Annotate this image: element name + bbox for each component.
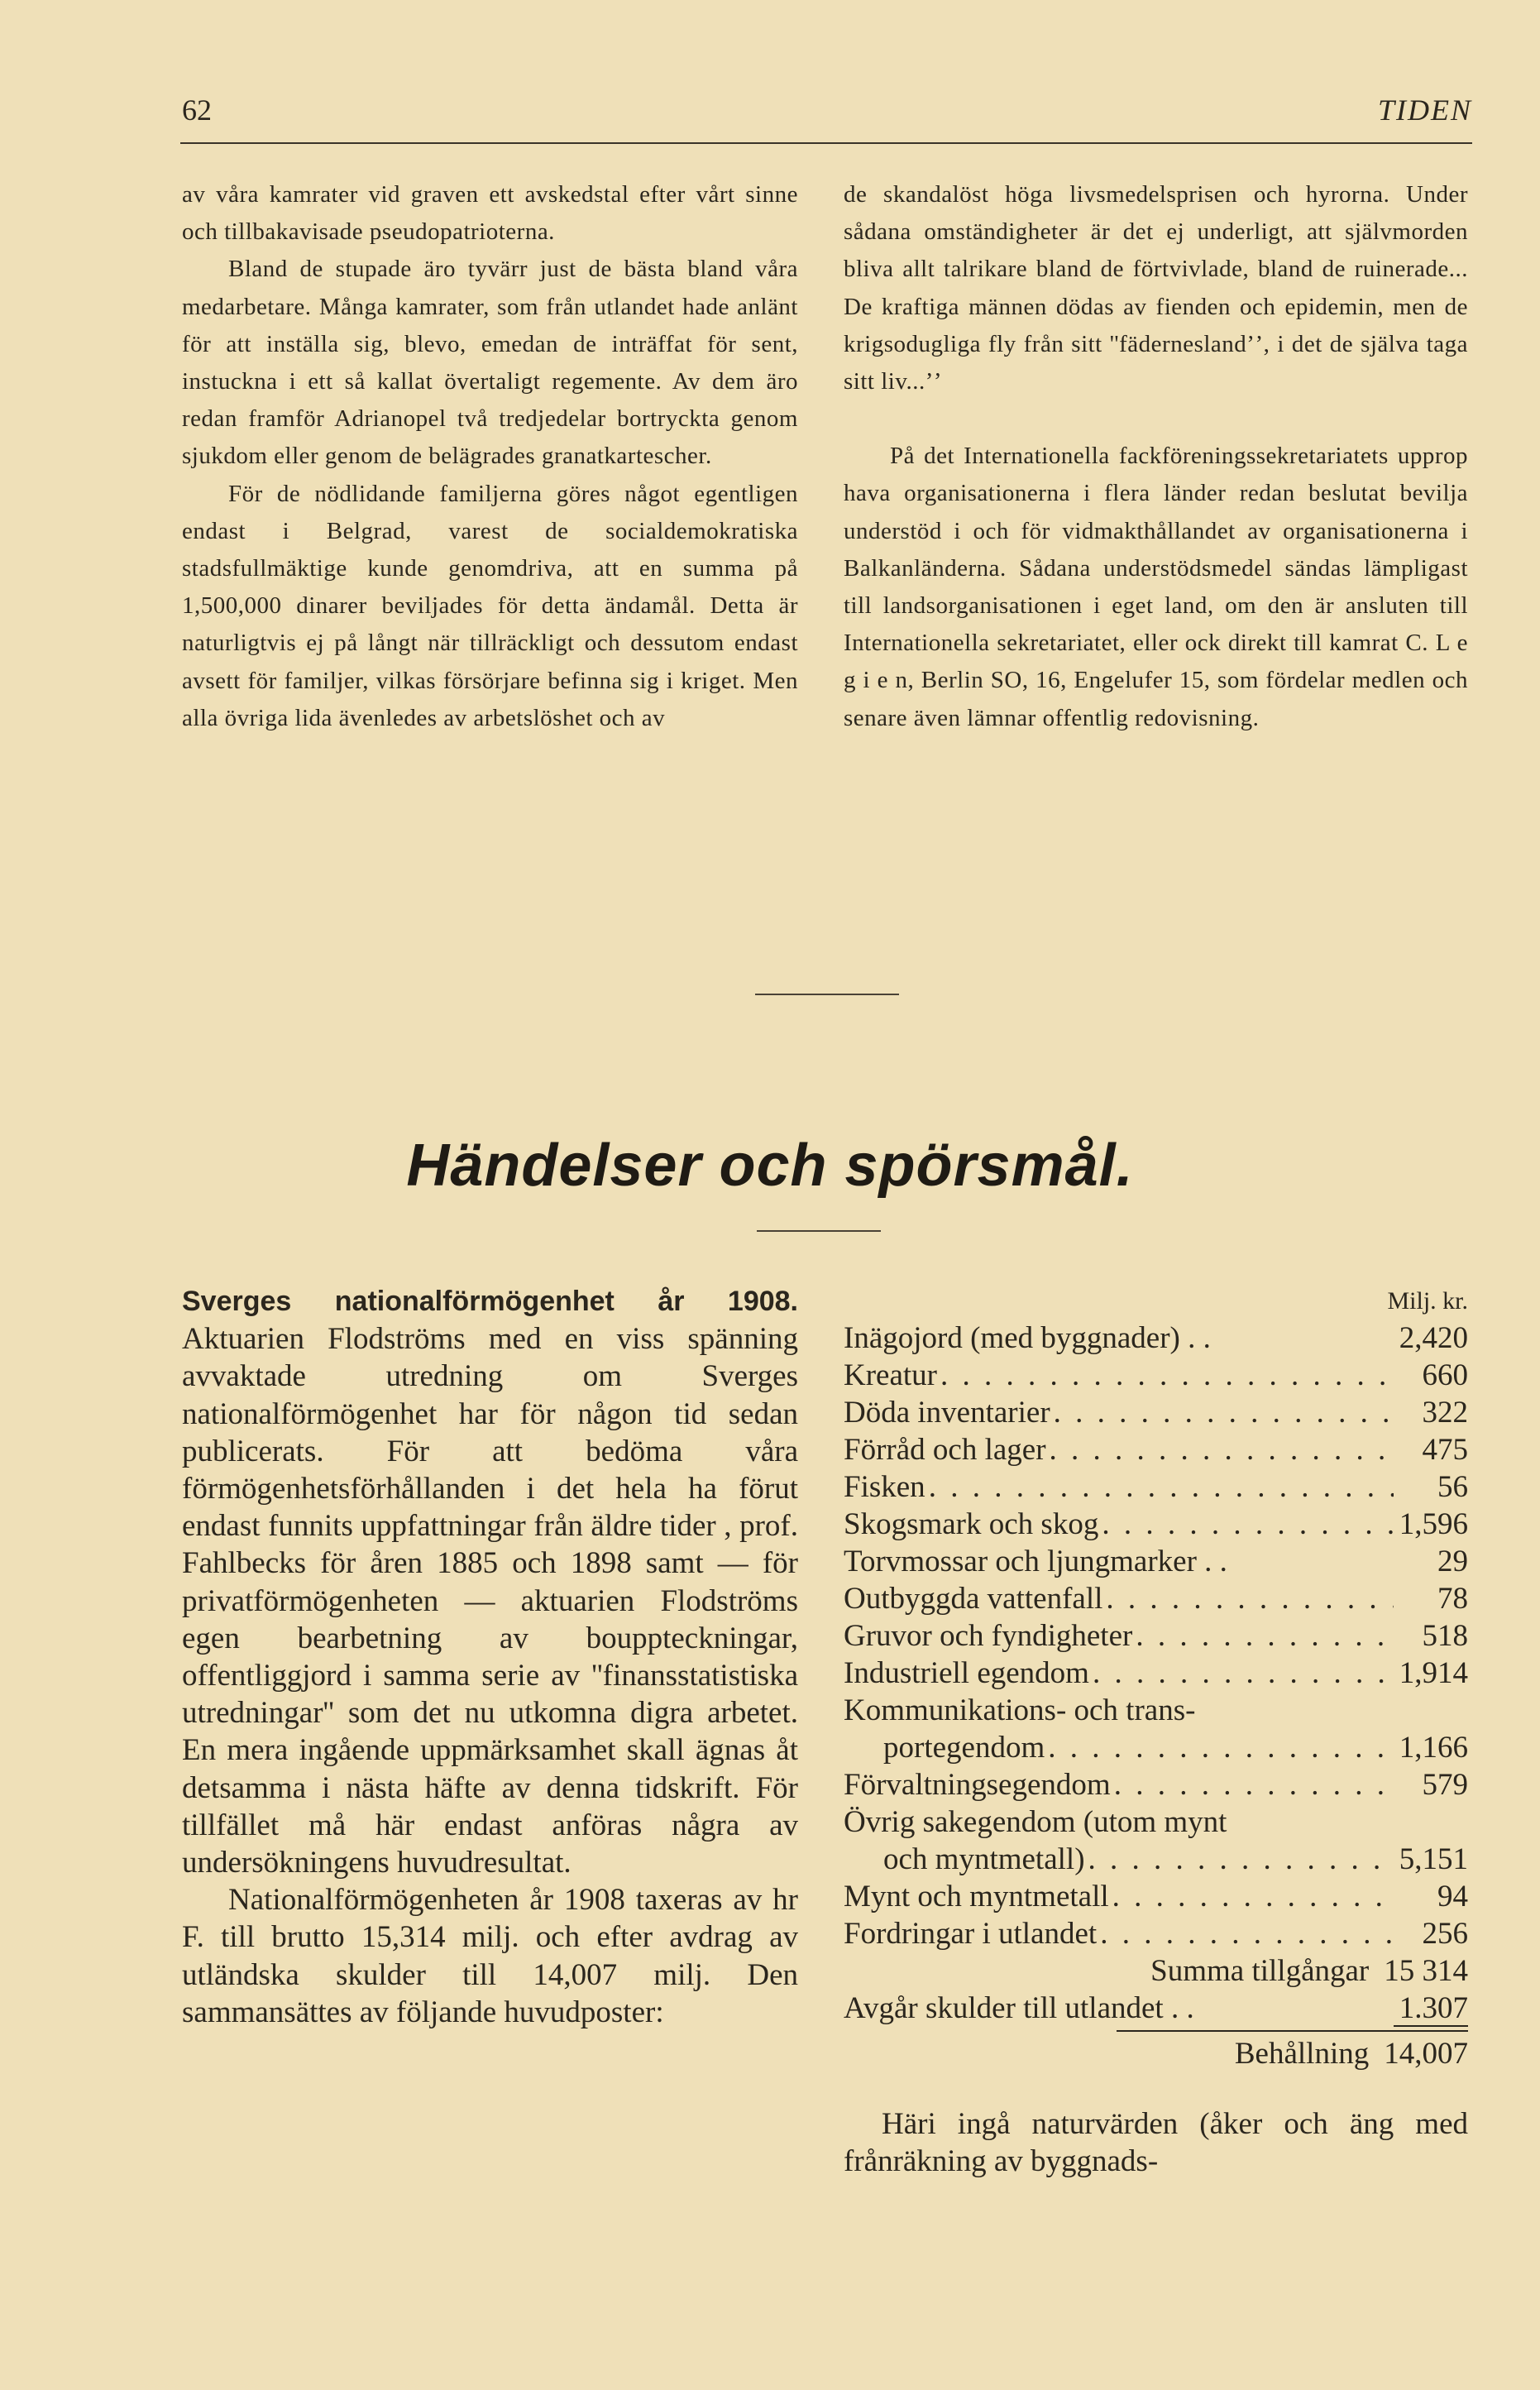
paragraph: För de nödlidande familjerna göres något egentligen endast i Belgrad, varest de socialdemokratiska stadsfullmäktige kunde genomdriva, att en summa på 1,500,000 dinarer beviljades för detta ändamål. Detta är naturligtvis ej på långt när tillräckligt och dessutom endast avsett för familjer, vilkas försörjare befinna sig i kriget. Men alla övriga lida ävenledes av arbetslöshet och av (182, 480, 798, 731)
row-leader (1109, 1878, 1394, 1915)
table-row (844, 1655, 1468, 1692)
table-row (844, 1394, 1468, 1431)
row-label: Industriell egendom (844, 1656, 1089, 1690)
table-row (844, 1357, 1468, 1394)
row-value: 5,151 (1399, 1842, 1468, 1876)
paragraph: På det Internationella fackföreningssekretariatets upprop hava organisationerna i flera länder redan beslutat bevilja understöd i och för vidmakthållandet av organisationerna i Balkanländerna. Sådana understödsmedel sändas lämpligast till landsorganisationen i eget land, om den är ansluten till Internationella sekretariatet, eller ock direkt till kamrat C. L e g i e n, Berlin SO, 16, Engelufer 15, som fördelar medlen och senare även lämnar offentlig redovisning. (844, 443, 1468, 731)
row-label: Kreatur (844, 1358, 937, 1392)
debt-label: Avgår skulder till utlandet . . (844, 1991, 1194, 2025)
section-divider-bottom (757, 1230, 881, 1232)
row-label: Torvmossar och ljungmarker . . (844, 1545, 1227, 1578)
table-row (844, 1692, 1468, 1729)
header-rule (180, 142, 1472, 144)
paragraph: av våra kamrater vid graven ett avskedstal efter vårt sinne och tillbakavisade pseudopatrioterna. (182, 181, 798, 246)
row-label: portegendom (883, 1731, 1045, 1765)
row-value: 1,166 (1399, 1731, 1468, 1765)
table-row (844, 1617, 1468, 1655)
article-heading: Sverges nationalförmögenhet år 1908. (182, 1286, 798, 1317)
row-leader (925, 1468, 1394, 1506)
table-row (844, 1841, 1468, 1878)
table-row (844, 1915, 1468, 1952)
row-label: Skogsmark och skog (844, 1507, 1099, 1541)
balance-label: Behållning (1234, 2037, 1370, 2071)
debt-value: 1.307 (1394, 1992, 1468, 2027)
row-label: Förvaltningsegendom (844, 1768, 1111, 1802)
row-leader (1102, 1580, 1394, 1617)
row-value: 1,914 (1399, 1656, 1468, 1690)
balance-value: 14,007 (1384, 2037, 1468, 2071)
journal-title: TIDEN (1377, 93, 1472, 127)
table-rows (844, 1320, 1468, 1952)
sum-rule (1117, 2030, 1468, 2032)
paragraph-spacer (844, 400, 1468, 438)
row-leader (1111, 1766, 1394, 1803)
table-balance-row (844, 2035, 1468, 2072)
row-leader (1045, 1729, 1394, 1766)
row-leader (937, 1357, 1394, 1394)
row-value: 256 (1422, 1917, 1468, 1951)
row-label: Mynt och myntmetall (844, 1880, 1109, 1913)
row-value: 579 (1422, 1768, 1468, 1802)
row-value: 56 (1437, 1470, 1468, 1504)
paragraph-text: Aktuarien Flodströms med en viss spänning avvaktade utredning om Sverges nationalförmögenhet har för någon tid sedan publicerats. För att bedöma våra förmögenhetsförhållanden i det hela ha förut endast funnits uppfattningar från äldre tider , prof. Fahlbecks för åren 1885 och 1898 samt — för privatförmögenheten — aktuarien Flodströms egen bearbetning av bouppteckningar, offentliggjord i samma serie av ''finansstatistiska utredningar'' som det nu utkomna digra arbetet. En mera ingående uppmärksamhet skall ägnas åt detsamma i nästa häfte av denna tidskrift. För tillfället må här endast anföras några av undersökningens huvudresultat. (182, 1322, 798, 1880)
upper-right-column (844, 176, 1468, 737)
row-leader (1098, 1506, 1394, 1543)
row-label: Döda inventarier (844, 1396, 1050, 1430)
section-title: Händelser och spörsmål. (406, 1133, 1134, 1199)
table-row (844, 1878, 1468, 1915)
row-label: Fordringar i utlandet (844, 1917, 1098, 1951)
wealth-table (844, 1282, 1468, 2180)
row-label: Övrig sakegendom (utom mynt (844, 1805, 1227, 1839)
paragraph: Nationalförmögenheten år 1908 taxeras av hr F. till brutto 15,314 milj. och efter avdrag av utländska skulder till 14,007 milj. Den sammansättes av följande huvudposter: (182, 1883, 798, 2029)
row-value: 94 (1437, 1880, 1468, 1913)
row-value: 518 (1422, 1619, 1468, 1653)
row-label: och myntmetall) (883, 1842, 1085, 1876)
total-value: 15 314 (1384, 1954, 1468, 1988)
row-label: Outbyggda vattenfall (844, 1582, 1103, 1616)
section-divider-top (755, 994, 899, 995)
row-leader (1085, 1841, 1394, 1878)
table-row (844, 1431, 1468, 1468)
row-label: Kommunikations- och trans- (844, 1693, 1196, 1727)
paragraph (182, 1282, 798, 1881)
row-value: 78 (1437, 1582, 1468, 1616)
row-value: 2,420 (1399, 1321, 1468, 1355)
row-label: Fisken (844, 1470, 925, 1504)
row-value: 322 (1422, 1396, 1468, 1430)
table-row (844, 1468, 1468, 1506)
table-unit: Milj. kr. (1387, 1287, 1468, 1315)
paragraph: Häri ingå naturvärden (åker och äng med frånräkning av byggnads- (844, 2107, 1468, 2179)
page-number: 62 (182, 93, 212, 127)
row-label: Förråd och lager (844, 1433, 1046, 1467)
table-debt-row (844, 1990, 1468, 2027)
row-label: Gruvor och fyndigheter (844, 1619, 1133, 1653)
row-value: 475 (1422, 1433, 1468, 1467)
row-label: Inägojord (med byggnader) . . (844, 1321, 1211, 1355)
table-row (844, 1580, 1468, 1617)
row-value: 29 (1437, 1545, 1468, 1578)
table-row (844, 1506, 1468, 1543)
table-total-row (844, 1952, 1468, 1990)
table-row (844, 1803, 1468, 1841)
row-leader (1132, 1617, 1394, 1655)
table-row (844, 1766, 1468, 1803)
row-value: 1,596 (1399, 1507, 1468, 1541)
lower-left-column (182, 1282, 798, 2031)
upper-left-column (182, 176, 798, 737)
row-leader (1097, 1915, 1394, 1952)
row-leader (1089, 1655, 1394, 1692)
row-leader (1050, 1394, 1394, 1431)
row-value: 660 (1422, 1358, 1468, 1392)
paragraph: Bland de stupade äro tyvärr just de bästa bland våra medarbetare. Många kamrater, som från utlandet hade anlänt för att inställa sig, blevo, emedan de inträffat för sent, instuckna i ett så kallat övertaligt regemente. Av dem äro redan framför Adrianopel två tredjedelar bortryckta genom sjukdom eller genom de belägrades granatkartescher. (182, 256, 798, 470)
total-label: Summa tillgångar (1150, 1954, 1370, 1988)
paragraph: de skandalöst höga livsmedelsprisen och hyrorna. Under sådana omständigheter är det ej underligt, att självmorden bliva allt talrikare bland de förtvivlade, bland de ruinerade... De kraftiga männen dödas av fienden och epidemin, men de krigsodugliga fly från sitt ''fäderneslandʼʼ, i det de själva taga sitt liv...ʼʼ (844, 181, 1468, 395)
lower-right-paragraph (844, 2105, 1468, 2180)
table-row (844, 1543, 1468, 1580)
table-row (844, 1729, 1468, 1766)
table-row (844, 1320, 1468, 1357)
row-leader (1046, 1431, 1394, 1468)
